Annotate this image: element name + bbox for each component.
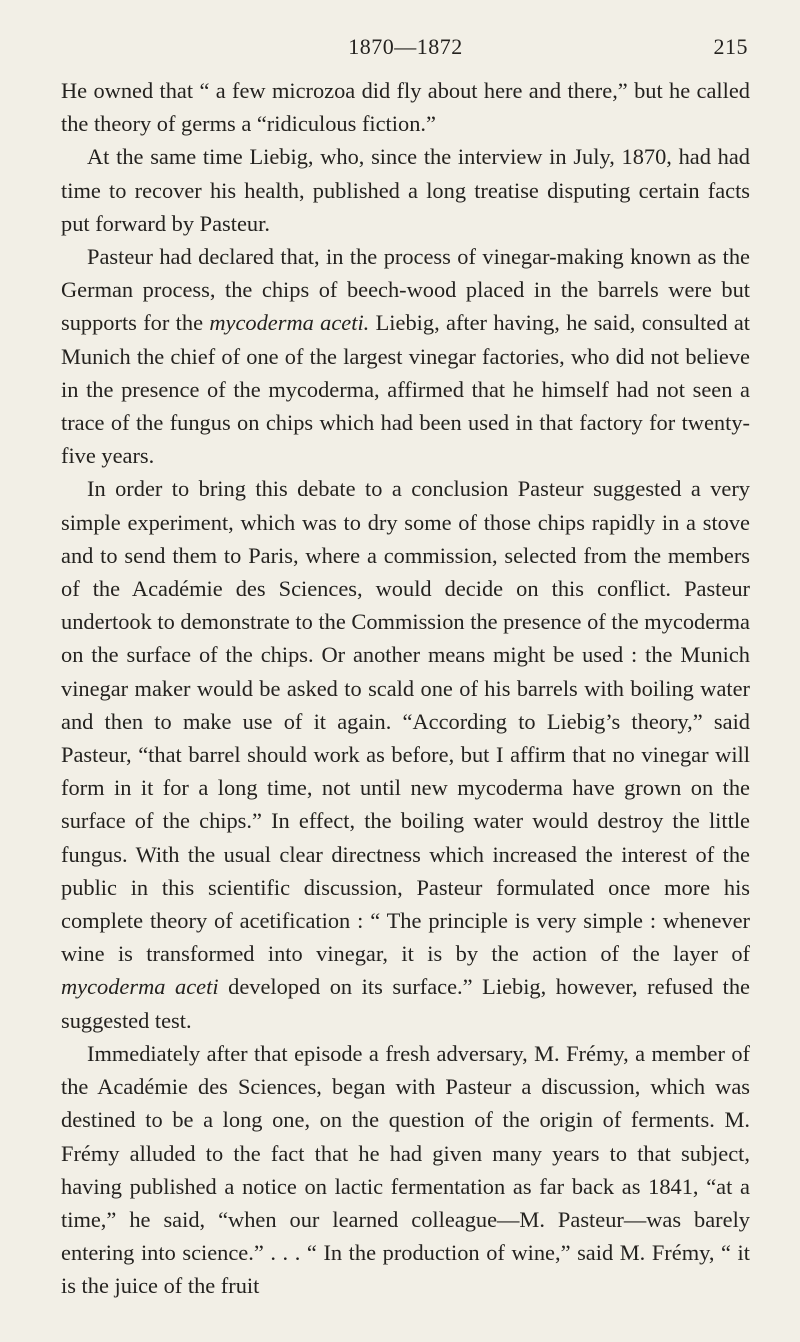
body-text: [61, 74, 750, 1303]
paragraph-3: [61, 240, 750, 472]
paragraph-4-text-2: developed on its surface.” Liebig, however, refused the suggested test.: [61, 974, 750, 1033]
paragraph-1: He owned that “ a few microzoa did fly about here and there,” but he called the theory of germs a “ridiculous fiction.”: [61, 78, 750, 137]
paragraph-3-text-2: Liebig, after having, he said, consulted at Munich the chief of one of the largest vinegar factories, who did not believe in the presence of the mycoderma, affirmed that he himself had not seen a trace of the fungus on chips which had been used in that factory for twenty-five years.: [61, 310, 751, 469]
paragraph-4: [61, 472, 750, 1036]
paragraph-4-italic-term: mycoderma aceti: [61, 974, 219, 1000]
paragraph-5: Immediately after that episode a fresh adversary, M. Frémy, a member of the Académie des Sciences, began with Pasteur a discussion, which was destined to be a long one, on the question of the origin of ferments. M. Frémy alluded to the fact that he had given many years to that subject, having published a notice on lactic fermentation as far back as 1841, “at a time,” he said, “when our learned colleague—M. Pasteur—was barely entering into science.” . . . “ In the production of wine,” said M. Frémy, “ it is the juice of the fruit: [61, 1040, 750, 1299]
running-head-years: 1870—1872: [348, 34, 463, 59]
paragraph-3-text-1: Pasteur had declared that, in the process of vinegar-making known as the German process, the chips of beech-wood placed in the barrels were but supports for the: [61, 244, 750, 336]
paragraph-4-text-1: In order to bring this debate to a conclusion Pasteur suggested a very simple experiment, which was to dry some of those chips rapidly in a stove and to send them to Paris, where a commission, selected from the members of the Académie des Sciences, would decide on this conflict. Pasteur undertook to demonstrate to the Commission the presence of the mycoderma on the surface of the chips. Or another means might be used : the Munich vinegar maker would be asked to scald one of his barrels with boiling water and then to make use of it again. “According to Liebig’s theory,” said Pasteur, “that barrel should work as before, but I affirm that no vinegar will form in it for a long time, not until new mycoderma have grown on the surface of the chips.” In effect, the boiling water would destroy the little fungus. With the usual clear directness which increased the interest of the public in this scientific discussion, Pasteur formulated once more his complete theory of acetification : “ The principle is very simple : whenever wine is transformed into vinegar, it is by the action of the layer of: [61, 476, 750, 967]
paragraph-2: At the same time Liebig, who, since the interview in July, 1870, had had time to recover his health, published a long treatise disputing certain facts put forward by Pasteur.: [61, 144, 750, 236]
paragraph-3-italic-term: mycoderma aceti.: [209, 310, 370, 336]
running-head: [61, 34, 750, 74]
page-number: 215: [713, 34, 748, 59]
